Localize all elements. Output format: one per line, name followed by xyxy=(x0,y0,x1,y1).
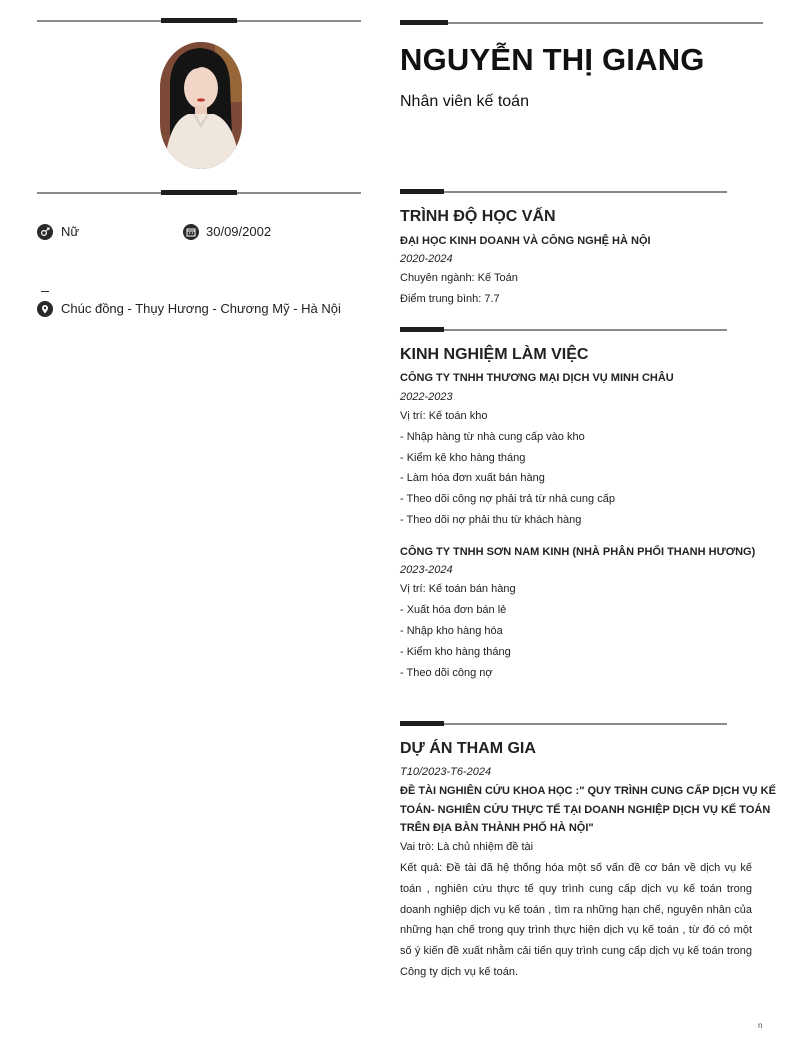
experience-rule xyxy=(400,329,727,331)
contact-dash xyxy=(41,291,49,292)
job1-task: - Nhập hàng từ nhà cung cấp vào kho xyxy=(400,431,585,443)
job2-task: - Kiểm kho hàng tháng xyxy=(400,646,511,658)
job1-task: - Theo dõi nợ phải thu từ khách hàng xyxy=(400,514,582,526)
job2-task: - Theo dõi công nợ xyxy=(400,667,493,679)
education-heading: TRÌNH ĐỘ HỌC VẤN xyxy=(400,208,556,225)
top-left-rule-accent xyxy=(161,18,237,23)
avatar-illustration xyxy=(160,42,242,169)
project-result: Kết quả: Đề tài đã hệ thống hóa một số vấn đề cơ bản về dịch vụ kế toán , nghiên cứu thực tế quy trình cung cấp dịch vụ kế toán trong doanh nghiệp dịch vụ kế toán , tìm ra những hạn chế, nguyên nhân của những hạn chế trong quy trình thực hiện dịch vụ kế toán , từ đó có một số ý kiến đề xuất nhằm cải tiến quy trình cung cấp dịch vụ kế toán trong Công ty dịch vụ kế toán. xyxy=(400,862,752,978)
project-period: T10/2023-T6-2024 xyxy=(400,766,492,778)
job1-task: - Theo dõi công nợ phải trả từ nhà cung cấp xyxy=(400,493,615,505)
page-footer-mark: n xyxy=(758,1021,763,1030)
projects-heading: DỰ ÁN THAM GIA xyxy=(400,740,536,757)
job1-task: - Làm hóa đơn xuất bán hàng xyxy=(400,472,545,484)
location-pin-icon xyxy=(37,301,53,317)
project-role: Vai trò: Là chủ nhiệm đề tài xyxy=(400,841,534,853)
job2-company: CÔNG TY TNHH SƠN NAM KINH (NHÀ PHÂN PHỐI THANH HƯƠNG) xyxy=(400,546,756,558)
job2-task: - Nhập kho hàng hóa xyxy=(400,625,503,637)
header-rule xyxy=(400,22,763,24)
experience-rule-accent xyxy=(400,327,444,332)
education-rule xyxy=(400,191,727,193)
education-rule-accent xyxy=(400,189,444,194)
job2-task: - Xuất hóa đơn bán lẻ xyxy=(400,604,507,616)
bottom-left-rule-accent xyxy=(161,190,237,195)
projects-rule-accent xyxy=(400,721,444,726)
education-gpa: Điểm trung bình: 7.7 xyxy=(400,293,500,305)
gender-value: Nữ xyxy=(61,224,80,239)
project-title-line: ĐỀ TÀI NGHIÊN CỨU KHOA HỌC :" QUY TRÌNH CUNG CẤP DỊCH VỤ KẾ xyxy=(400,785,776,797)
projects-rule xyxy=(400,723,727,725)
project-title-line: TRÊN ĐỊA BÀN THÀNH PHỐ HÀ NỘI" xyxy=(400,822,594,834)
education-school: ĐẠI HỌC KINH DOANH VÀ CÔNG NGHỆ HÀ NỘI xyxy=(400,235,651,247)
education-period: 2020-2024 xyxy=(400,253,453,265)
job1-period: 2022-2023 xyxy=(400,391,453,403)
experience-heading: KINH NGHIỆM LÀM VIỆC xyxy=(400,346,589,363)
job2-position: Vị trí: Kế toán bán hàng xyxy=(400,583,516,595)
education-major: Chuyên ngành: Kế Toán xyxy=(400,272,518,284)
profile-photo xyxy=(160,42,242,169)
job-title: Nhân viên kế toán xyxy=(400,93,529,110)
job1-position: Vị trí: Kế toán kho xyxy=(400,410,488,422)
calendar-icon xyxy=(183,224,199,240)
gender-icon xyxy=(37,224,53,240)
job1-task: - Kiểm kê kho hàng tháng xyxy=(400,452,526,464)
full-name: NGUYỄN THỊ GIANG xyxy=(400,42,705,77)
address-value: Chúc đồng - Thụy Hương - Chương Mỹ - Hà Nội xyxy=(61,301,341,316)
birthday-value: 30/09/2002 xyxy=(206,224,272,239)
project-title-line: TOÁN- NGHIÊN CỨU THỰC TẾ TẠI DOANH NGHIỆP DỊCH VỤ KẾ TOÁN xyxy=(400,804,771,816)
job1-company: CÔNG TY TNHH THƯƠNG MẠI DỊCH VỤ MINH CHÂU xyxy=(400,372,674,384)
job2-period: 2023-2024 xyxy=(400,564,453,576)
header-rule-accent xyxy=(400,20,448,25)
